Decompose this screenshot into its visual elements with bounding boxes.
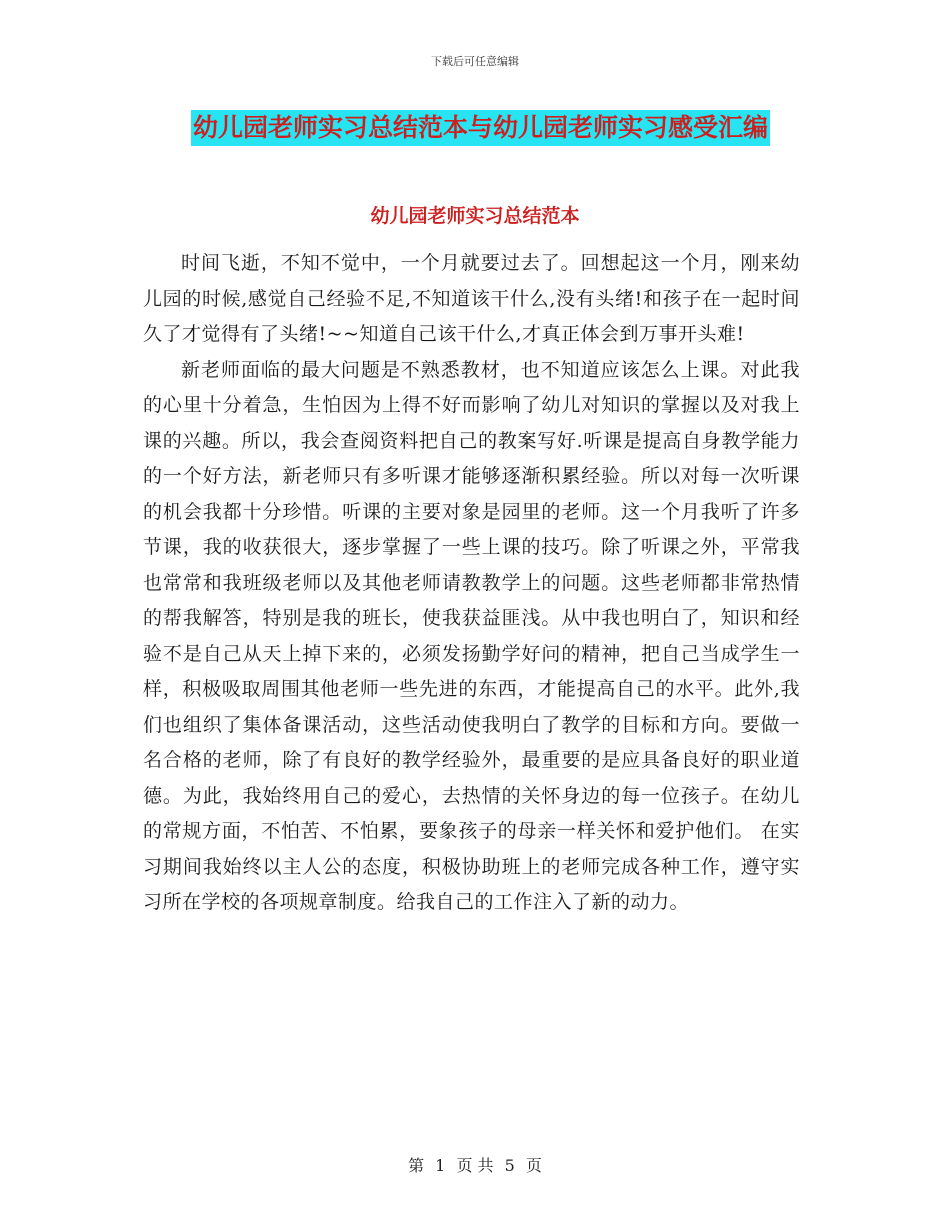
document-title: 幼儿园老师实习总结范本与幼儿园老师实习感受汇编 (191, 110, 770, 146)
footer-middle: 页 共 (456, 1156, 494, 1175)
total-pages-number: 5 (504, 1156, 515, 1175)
section-title: 幼儿园老师实习总结范本 (370, 205, 580, 227)
paragraph: 时间飞逝，不知不觉中，一个月就要过去了。回想起这一个月，刚来幼儿园的时候,感觉自己经验不足,不知道该干什么,没有头绪!和孩子在一起时间久了才觉得有了头绪!~~知道自己该干什么,才真正体会到万事开头难! (143, 252, 800, 345)
document-body (143, 246, 800, 921)
current-page-number: 1 (435, 1156, 446, 1175)
page-footer (0, 1153, 950, 1176)
footer-prefix: 第 (408, 1156, 425, 1175)
footer-suffix: 页 (525, 1156, 542, 1175)
paragraph: 新老师面临的最大问题是不熟悉教材，也不知道应该怎么上课。对此我的心里十分着急，生怕因为上得不好而影响了幼儿对知识的掌握以及对我上课的兴趣。所以，我会查阅资料把自己的教案写好.听课是提高自身教学能力的一个好方法，新老师只有多听课才能够逐渐积累经验。所以对每一次听课的机会我都十分珍惜。听课的主要对象是园里的老师。这一个月我听了许多节课，我的收获很大，逐步掌握了一些上课的技巧。除了听课之外，平常我也常常和我班级老师以及其他老师请教教学上的问题。这些老师都非常热情的帮我解答，特别是我的班长，使我获益匪浅。从中我也明白了，知识和经验不是自己从天上掉下来的，必须发扬勤学好问的精神，把自己当成学生一样，积极吸取周围其他老师一些先进的东西，才能提高自己的水平。此外,我们也组织了集体备课活动，这些活动使我明白了教学的目标和方向。要做一名合格的老师，除了有良好的教学经验外，最重要的是应具备良好的职业道德。为此，我始终用自己的爱心，去热情的关怀身边的每一位孩子。在幼儿的常规方面，不怕苦、不怕累，要象孩子的母亲一样关怀和爱护他们。 在实习期间我始终以主人公的态度，积极协助班上的老师完成各种工作，遵守实习所在学校的各项规章制度。给我自己的工作注入了新的动力。 (143, 358, 800, 913)
header-note: 下载后可任意编辑 (431, 55, 519, 68)
